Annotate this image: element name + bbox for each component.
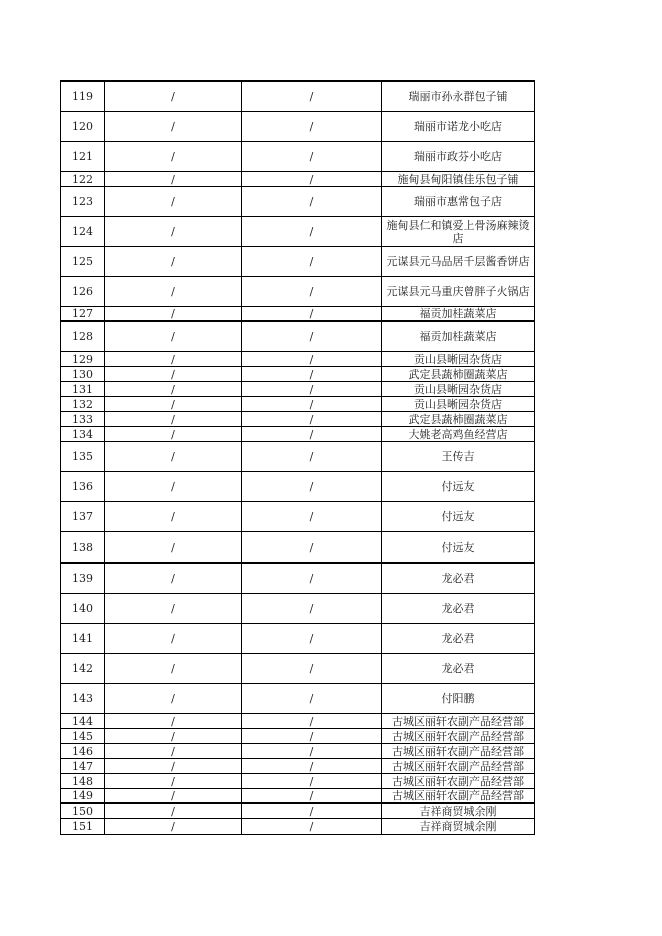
table-row: [61, 397, 535, 412]
col-b-value: /: [105, 277, 242, 306]
table-row: [61, 412, 535, 427]
business-name: 龙必君: [382, 594, 535, 623]
row-number: 140: [61, 594, 105, 623]
business-name: 古城区丽轩农副产品经营部: [382, 789, 535, 802]
table-row: [61, 774, 535, 789]
col-c-value: /: [242, 594, 382, 623]
table-row: [61, 112, 535, 142]
row-number: 146: [61, 744, 105, 758]
business-name: 古城区丽轩农副产品经营部: [382, 744, 535, 758]
col-b-value: /: [105, 594, 242, 623]
business-name: 付阳鹏: [382, 684, 535, 713]
col-b-value: /: [105, 142, 242, 171]
col-b-value: /: [105, 759, 242, 773]
row-number: 125: [61, 247, 105, 276]
table-row: [61, 744, 535, 759]
row-number: 139: [61, 564, 105, 593]
table-row: [61, 277, 535, 307]
col-c-value: /: [242, 247, 382, 276]
col-c-value: /: [242, 624, 382, 653]
business-name: 贡山县晰园杂货店: [382, 397, 535, 411]
col-c-value: /: [242, 217, 382, 246]
col-b-value: /: [105, 654, 242, 683]
business-name: 古城区丽轩农副产品经营部: [382, 714, 535, 728]
row-number: 127: [61, 307, 105, 320]
row-number: 128: [61, 322, 105, 351]
table-row: [61, 684, 535, 714]
col-c-value: /: [242, 789, 382, 802]
business-name: 王传吉: [382, 442, 535, 471]
row-number: 124: [61, 217, 105, 246]
table-row: [61, 714, 535, 729]
table-row: [61, 442, 535, 472]
data-table: [60, 80, 535, 835]
table-row: [61, 367, 535, 382]
col-c-value: /: [242, 397, 382, 411]
business-name: 施甸县仁和镇爱上骨汤麻辣烫店: [382, 217, 535, 246]
business-name: 武定县蔬柿圈蔬菜店: [382, 412, 535, 426]
table-row: [61, 322, 535, 352]
table-row: [61, 427, 535, 442]
col-b-value: /: [105, 352, 242, 366]
business-name: 贡山县晰园杂货店: [382, 382, 535, 396]
col-c-value: /: [242, 502, 382, 531]
row-number: 138: [61, 532, 105, 562]
col-c-value: /: [242, 367, 382, 381]
col-b-value: /: [105, 412, 242, 426]
business-name: 龙必君: [382, 654, 535, 683]
business-name: 龙必君: [382, 624, 535, 653]
row-number: 136: [61, 472, 105, 501]
business-name: 付远友: [382, 472, 535, 501]
table-row: [61, 472, 535, 502]
business-name: 古城区丽轩农副产品经营部: [382, 729, 535, 743]
table-row: [61, 307, 535, 322]
business-name: 大姚老高鸡鱼经营店: [382, 427, 535, 441]
col-b-value: /: [105, 729, 242, 743]
col-c-value: /: [242, 82, 382, 111]
row-number: 131: [61, 382, 105, 396]
col-b-value: /: [105, 247, 242, 276]
table-row: [61, 789, 535, 804]
business-name: 古城区丽轩农副产品经营部: [382, 774, 535, 788]
col-b-value: /: [105, 744, 242, 758]
table-row: [61, 819, 535, 835]
col-c-value: /: [242, 442, 382, 471]
business-name: 付远友: [382, 532, 535, 562]
col-c-value: /: [242, 564, 382, 593]
col-b-value: /: [105, 819, 242, 834]
row-number: 144: [61, 714, 105, 728]
col-c-value: /: [242, 532, 382, 562]
row-number: 145: [61, 729, 105, 743]
row-number: 142: [61, 654, 105, 683]
col-b-value: /: [105, 714, 242, 728]
table-row: [61, 187, 535, 217]
col-c-value: /: [242, 729, 382, 743]
row-number: 120: [61, 112, 105, 141]
col-c-value: /: [242, 684, 382, 713]
col-c-value: /: [242, 744, 382, 758]
col-b-value: /: [105, 684, 242, 713]
row-number: 135: [61, 442, 105, 471]
business-name: 古城区丽轩农副产品经营部: [382, 759, 535, 773]
table-row: [61, 594, 535, 624]
row-number: 123: [61, 187, 105, 216]
business-name: 福贡加桂蔬菜店: [382, 322, 535, 351]
row-number: 122: [61, 172, 105, 186]
col-c-value: /: [242, 172, 382, 186]
row-number: 150: [61, 804, 105, 818]
table-row: [61, 142, 535, 172]
table-row: [61, 502, 535, 532]
col-b-value: /: [105, 427, 242, 441]
table-row: [61, 564, 535, 594]
row-number: 133: [61, 412, 105, 426]
col-b-value: /: [105, 322, 242, 351]
col-c-value: /: [242, 322, 382, 351]
table-row: [61, 217, 535, 247]
business-name: 元谋县元马品居千层酱香饼店: [382, 247, 535, 276]
row-number: 119: [61, 82, 105, 111]
table-row: [61, 172, 535, 187]
col-b-value: /: [105, 187, 242, 216]
row-number: 149: [61, 789, 105, 802]
table-row: [61, 382, 535, 397]
col-b-value: /: [105, 112, 242, 141]
table-row: [61, 247, 535, 277]
col-b-value: /: [105, 307, 242, 320]
col-b-value: /: [105, 774, 242, 788]
col-b-value: /: [105, 564, 242, 593]
col-c-value: /: [242, 307, 382, 320]
row-number: 137: [61, 502, 105, 531]
table-row: [61, 654, 535, 684]
col-b-value: /: [105, 397, 242, 411]
col-b-value: /: [105, 532, 242, 562]
row-number: 148: [61, 774, 105, 788]
col-b-value: /: [105, 804, 242, 818]
business-name: 瑞丽市诺龙小吃店: [382, 112, 535, 141]
col-c-value: /: [242, 277, 382, 306]
row-number: 147: [61, 759, 105, 773]
col-b-value: /: [105, 217, 242, 246]
business-name: 付远友: [382, 502, 535, 531]
business-name: 瑞丽市政芬小吃店: [382, 142, 535, 171]
col-b-value: /: [105, 82, 242, 111]
business-name: 瑞丽市孙永群包子铺: [382, 82, 535, 111]
col-b-value: /: [105, 472, 242, 501]
col-c-value: /: [242, 654, 382, 683]
business-name: 武定县蔬柿圈蔬菜店: [382, 367, 535, 381]
col-b-value: /: [105, 367, 242, 381]
row-number: 121: [61, 142, 105, 171]
col-b-value: /: [105, 624, 242, 653]
row-number: 141: [61, 624, 105, 653]
col-b-value: /: [105, 172, 242, 186]
col-b-value: /: [105, 789, 242, 802]
business-name: 施甸县甸阳镇佳乐包子铺: [382, 172, 535, 186]
business-name: 吉祥商贸城余刚: [382, 819, 535, 834]
table-row: [61, 729, 535, 744]
col-c-value: /: [242, 819, 382, 834]
col-c-value: /: [242, 187, 382, 216]
row-number: 151: [61, 819, 105, 834]
col-c-value: /: [242, 472, 382, 501]
business-name: 福贡加桂蔬菜店: [382, 307, 535, 320]
table-row: [61, 352, 535, 367]
row-number: 126: [61, 277, 105, 306]
col-c-value: /: [242, 112, 382, 141]
row-number: 132: [61, 397, 105, 411]
business-name: 贡山县晰园杂货店: [382, 352, 535, 366]
col-b-value: /: [105, 382, 242, 396]
col-c-value: /: [242, 382, 382, 396]
table-row: [61, 624, 535, 654]
row-number: 143: [61, 684, 105, 713]
table-row: [61, 759, 535, 774]
col-c-value: /: [242, 804, 382, 818]
col-c-value: /: [242, 427, 382, 441]
col-c-value: /: [242, 759, 382, 773]
business-name: 龙必君: [382, 564, 535, 593]
col-b-value: /: [105, 442, 242, 471]
table-row: [61, 804, 535, 819]
row-number: 134: [61, 427, 105, 441]
col-c-value: /: [242, 774, 382, 788]
row-number: 130: [61, 367, 105, 381]
col-c-value: /: [242, 412, 382, 426]
business-name: 瑞丽市惠常包子店: [382, 187, 535, 216]
table-row: [61, 532, 535, 564]
business-name: 吉祥商贸城余刚: [382, 804, 535, 818]
row-number: 129: [61, 352, 105, 366]
col-c-value: /: [242, 714, 382, 728]
col-c-value: /: [242, 142, 382, 171]
col-b-value: /: [105, 502, 242, 531]
table-row: [61, 82, 535, 112]
col-c-value: /: [242, 352, 382, 366]
business-name: 元谋县元马重庆曾胖子火锅店: [382, 277, 535, 306]
